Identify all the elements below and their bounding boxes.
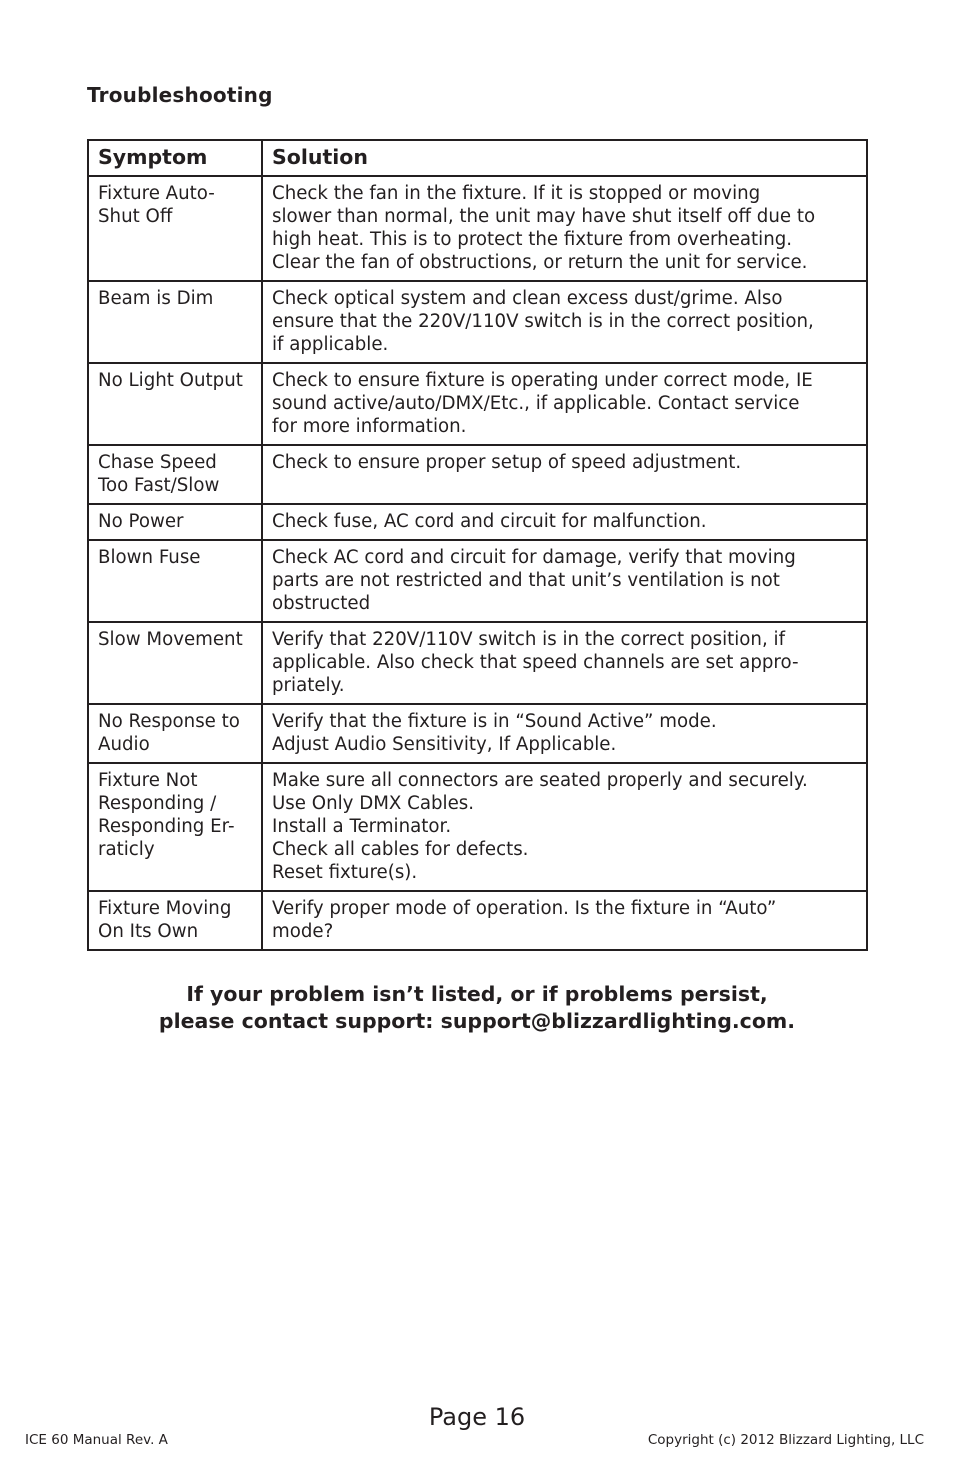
- contact-line-2: please contact support: support@blizzardlighting.com.: [158, 1009, 796, 1033]
- symptom-text-line: Shut Off: [98, 206, 173, 227]
- solution-text-line: Use Only DMX Cables.: [272, 793, 475, 814]
- solution-cell: [262, 704, 867, 763]
- solution-cell: [262, 622, 867, 704]
- solution-text-line: Check all cables for defects.: [272, 839, 529, 860]
- table-row: [88, 763, 867, 891]
- solution-text-line: Verify proper mode of operation. Is the fixture in “Auto”: [272, 898, 777, 919]
- solution-cell: [262, 176, 867, 281]
- solution-text-line: Check optical system and clean excess dust/grime. Also: [272, 288, 783, 309]
- solution-text-line: slower than normal, the unit may have shut itself off due to: [272, 206, 816, 227]
- symptom-cell: [88, 281, 262, 363]
- symptom-text-line: Chase Speed: [98, 452, 217, 473]
- solution-cell: [262, 540, 867, 622]
- solution-text-line: sound active/auto/DMX/Etc., if applicable. Contact service: [272, 393, 800, 414]
- solution-text-line: ensure that the 220V/110V switch is in the correct position,: [272, 311, 814, 332]
- solution-text-line: obstructed: [272, 593, 371, 614]
- symptom-cell: [88, 891, 262, 950]
- table-row: [88, 504, 867, 540]
- symptom-text-line: On Its Own: [98, 921, 199, 942]
- symptom-text-line: Beam is Dim: [98, 288, 214, 309]
- symptom-text-line: Too Fast/Slow: [98, 475, 220, 496]
- table-header-row: [88, 140, 867, 176]
- symptom-cell: [88, 763, 262, 891]
- solution-cell: [262, 763, 867, 891]
- symptom-text-line: Blown Fuse: [98, 547, 201, 568]
- solution-cell: [262, 891, 867, 950]
- symptom-cell: [88, 176, 262, 281]
- symptom-text-line: raticly: [98, 839, 155, 860]
- symptom-cell: [88, 504, 262, 540]
- troubleshooting-table: [87, 139, 868, 951]
- solution-text-line: priately.: [272, 675, 345, 696]
- solution-text-line: high heat. This is to protect the fixture from overheating.: [272, 229, 793, 250]
- solution-text-line: Verify that the fixture is in “Sound Active” mode.: [272, 711, 717, 732]
- solution-text-line: for more information.: [272, 416, 467, 437]
- symptom-cell: [88, 622, 262, 704]
- table-row: [88, 445, 867, 504]
- page-number: Page 16: [428, 1403, 526, 1431]
- symptom-text-line: No Light Output: [98, 370, 243, 391]
- contact-line-1: If your problem isn’t listed, or if problems persist,: [186, 982, 768, 1006]
- symptom-text-line: Responding /: [98, 793, 217, 814]
- table-row: [88, 281, 867, 363]
- table-row: [88, 363, 867, 445]
- solution-text-line: applicable. Also check that speed channels are set appro-: [272, 652, 799, 673]
- solution-cell: [262, 445, 867, 504]
- symptom-text-line: No Response to: [98, 711, 240, 732]
- symptom-text-line: Fixture Auto-: [98, 183, 215, 204]
- solution-text-line: Adjust Audio Sensitivity, If Applicable.: [272, 734, 617, 755]
- solution-text-line: Check to ensure fixture is operating under correct mode, IE: [272, 370, 813, 391]
- table-row: [88, 891, 867, 950]
- symptom-cell: [88, 704, 262, 763]
- solution-text-line: mode?: [272, 921, 334, 942]
- solution-column-header: Solution: [262, 140, 867, 176]
- table-row: [88, 176, 867, 281]
- solution-text-line: Check AC cord and circuit for damage, verify that moving: [272, 547, 796, 568]
- symptom-column-header: Symptom: [88, 140, 262, 176]
- solution-text-line: Make sure all connectors are seated properly and securely.: [272, 770, 808, 791]
- solution-text-line: Check the fan in the fixture. If it is stopped or moving: [272, 183, 761, 204]
- solution-text-line: Check fuse, AC cord and circuit for malfunction.: [272, 511, 707, 532]
- solution-cell: [262, 363, 867, 445]
- footer-manual-revision: ICE 60 Manual Rev. A: [25, 1432, 168, 1448]
- solution-text-line: Reset fixture(s).: [272, 862, 418, 883]
- solution-text-line: if applicable.: [272, 334, 389, 355]
- footer-copyright: Copyright (c) 2012 Blizzard Lighting, LLC: [647, 1432, 924, 1448]
- table-row: [88, 622, 867, 704]
- solution-text-line: Clear the fan of obstructions, or return the unit for service.: [272, 252, 808, 273]
- solution-text-line: parts are not restricted and that unit’s ventilation is not: [272, 570, 780, 591]
- support-contact-note: [0, 981, 954, 1035]
- symptom-cell: [88, 445, 262, 504]
- solution-cell: [262, 281, 867, 363]
- symptom-cell: [88, 540, 262, 622]
- table-body: [88, 176, 867, 950]
- symptom-text-line: Slow Movement: [98, 629, 243, 650]
- symptom-text-line: No Power: [98, 511, 184, 532]
- symptom-text-line: Fixture Not: [98, 770, 198, 791]
- solution-text-line: Check to ensure proper setup of speed adjustment.: [272, 452, 742, 473]
- symptom-text-line: Responding Er-: [98, 816, 235, 837]
- symptom-cell: [88, 363, 262, 445]
- table-row: [88, 704, 867, 763]
- page-title: Troubleshooting: [87, 83, 273, 107]
- symptom-text-line: Fixture Moving: [98, 898, 232, 919]
- solution-text-line: Install a Terminator.: [272, 816, 452, 837]
- table-row: [88, 540, 867, 622]
- symptom-text-line: Audio: [98, 734, 150, 755]
- solution-text-line: Verify that 220V/110V switch is in the correct position, if: [272, 629, 785, 650]
- solution-cell: [262, 504, 867, 540]
